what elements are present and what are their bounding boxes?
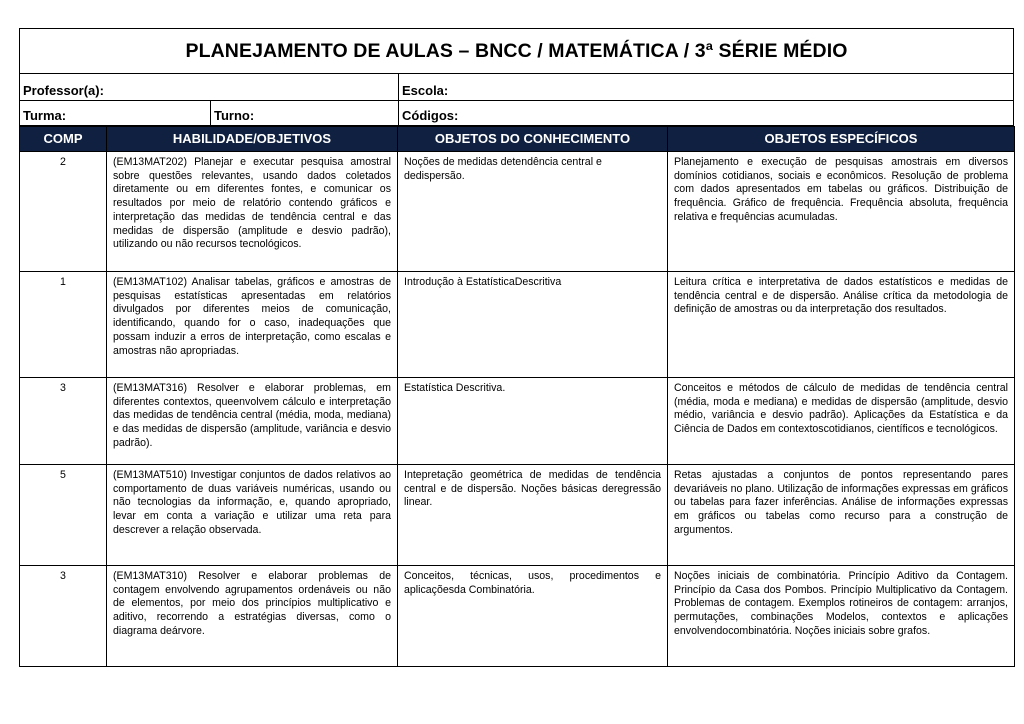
class-shift-codes-row (19, 101, 1014, 126)
table-row (20, 566, 1015, 667)
cell-comp: 3 (20, 566, 107, 667)
lesson-plan-document (19, 28, 1014, 667)
cell-especificos: Conceitos e métodos de cálculo de medidas de tendência central (média, moda e mediana) e medidas de dispersão (amplitude, desvio médio, variância e desvio padrão). Aplicações da Estatística e da Ciência de Dados em contextoscotidianos, científicos e tecnológicos. (668, 378, 1015, 465)
header-comp: COMP (20, 127, 107, 152)
header-objetos-conhecimento: OBJETOS DO CONHECIMENTO (398, 127, 668, 152)
cell-comp: 3 (20, 378, 107, 465)
shift-label: Turno: (210, 101, 398, 125)
cell-conhecimento: Introdução à EstatísticaDescritiva (398, 272, 668, 378)
table-header-row (20, 127, 1015, 152)
cell-habilidade: (EM13MAT510) Investigar conjuntos de dados relativos ao comportamento de duas variáveis numéricas, usando ou não tecnologias da informação, e, quando apropriado, levar em conta a variação e utilizar uma reta para descrever a relação observada. (107, 465, 398, 566)
cell-especificos: Retas ajustadas a conjuntos de pontos representando pares devariáveis no plano. Utilização de informações expressas em gráficos ou tabelas para fazer inferências. Análise de informações expressas em gráficos ou tabelas como recurso para a construção de argumentos. (668, 465, 1015, 566)
cell-comp: 5 (20, 465, 107, 566)
professor-school-row (19, 74, 1014, 101)
cell-habilidade: (EM13MAT310) Resolver e elaborar problemas de contagem envolvendo agrupamentos ordenáveis ou não de elementos, por meio dos princípios multiplicativo e aditivo, recorrendo a estratégias diversas, como o diagrama deárvore. (107, 566, 398, 667)
cell-conhecimento: Noções de medidas detendência central e dedispersão. (398, 152, 668, 272)
cell-habilidade: (EM13MAT102) Analisar tabelas, gráficos e amostras de pesquisas estatísticas apresentadas em relatórios divulgados por diferentes meios de comunicação, identificando, quando for o caso, inadequações que possam induzir a erros de interpretação, como escalas e amostras não apropriadas. (107, 272, 398, 378)
cell-conhecimento: Intepretação geométrica de medidas de tendência central e de dispersão. Noções básicas deregressão linear. (398, 465, 668, 566)
cell-especificos: Leitura crítica e interpretativa de dados estatísticos e medidas de tendência central e de dispersão. Análise crítica da metodologia de definição de amostras ou da interpretação dos resultados. (668, 272, 1015, 378)
cell-habilidade: (EM13MAT202) Planejar e executar pesquisa amostral sobre questões relevantes, usando dados coletados diretamente ou em diferentes fontes, e comunicar os resultados por meio de relatório contendo gráficos e interpretação das medidas de tendência central e das medidas de dispersão (amplitude e desvio padrão), utilizando ou não recursos tecnológicos. (107, 152, 398, 272)
document-title: PLANEJAMENTO DE AULAS – BNCC / MATEMÁTICA / 3ª SÉRIE MÉDIO (19, 28, 1014, 74)
professor-label: Professor(a): (23, 83, 104, 98)
cell-especificos: Planejamento e execução de pesquisas amostrais em diversos domínios cotidianos, sociais e econômicos. Resolução de problema com dados apresentados em tabelas ou gráficos. Distribuição de frequência. Gráfico de frequência. Frequência absoluta, frequência relativa e frequências acumuladas. (668, 152, 1015, 272)
cell-comp: 2 (20, 152, 107, 272)
cell-conhecimento: Conceitos, técnicas, usos, procedimentos e aplicaçõesda Combinatória. (398, 566, 668, 667)
cell-especificos: Noções iniciais de combinatória. Princípio Aditivo da Contagem. Princípio da Casa dos Pombos. Princípio Multiplicativo da Contagem. Problemas de contagem. Exemplos rotineiros de contagem: arranjos, permutações, combinações Modelos, contextos e aplicações envolvendocombinatória. Noções iniciais sobre grafos. (668, 566, 1015, 667)
header-objetos-especificos: OBJETOS ESPECÍFICOS (668, 127, 1015, 152)
lesson-plan-table (19, 126, 1015, 667)
cell-habilidade: (EM13MAT316) Resolver e elaborar problemas, em diferentes contextos, queenvolvem cálculo e interpretação das medidas de tendência central (média, moda, mediana) e das medidas de dispersão (amplitude, variância e desvio padrão). (107, 378, 398, 465)
school-label: Escola: (398, 74, 1013, 100)
header-habilidade: HABILIDADE/OBJETIVOS (107, 127, 398, 152)
codes-label: Códigos: (398, 101, 1013, 125)
table-row (20, 465, 1015, 566)
cell-conhecimento: Estatística Descritiva. (398, 378, 668, 465)
table-row (20, 272, 1015, 378)
table-row (20, 378, 1015, 465)
table-row (20, 152, 1015, 272)
cell-comp: 1 (20, 272, 107, 378)
class-label: Turma: (23, 108, 67, 123)
